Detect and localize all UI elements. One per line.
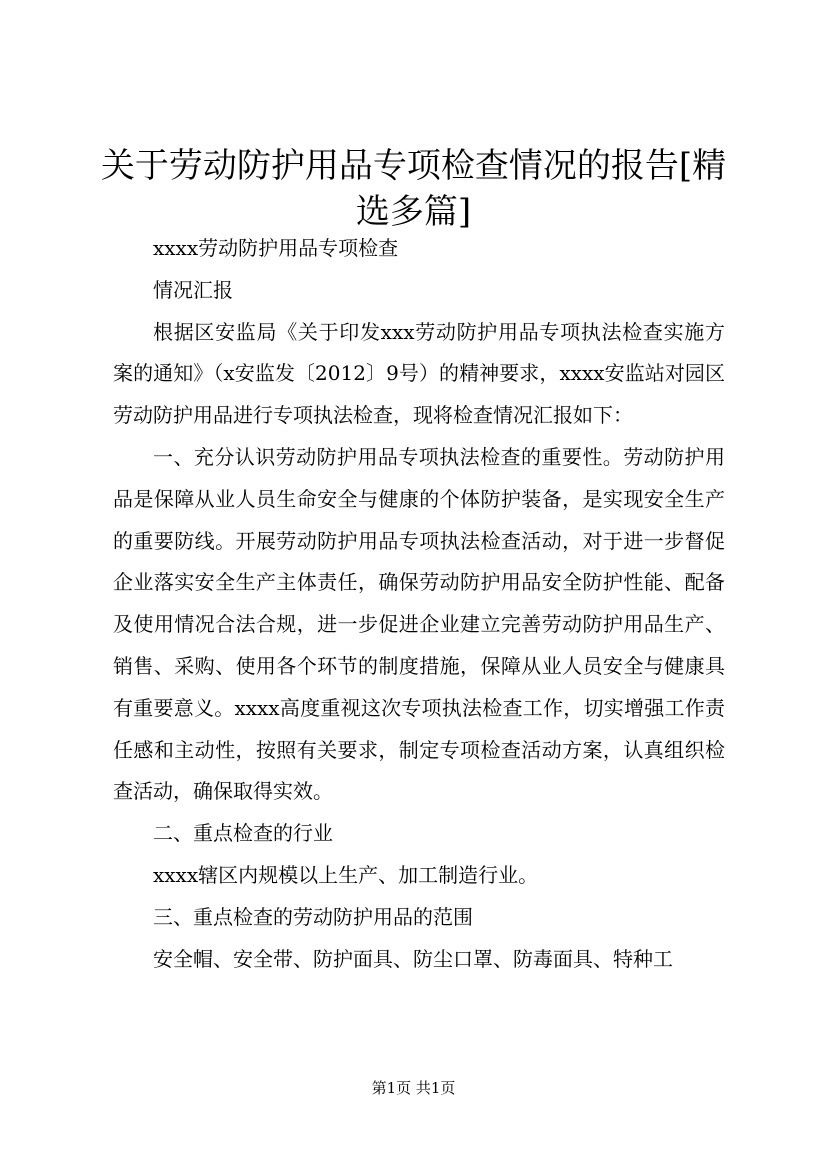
paragraph-subtitle-line1: xxxx劳动防护用品专项检查 [153, 236, 399, 260]
document-body [113, 228, 725, 980]
document-title: 关于劳动防护用品专项检查情况的报告[精选多篇] [100, 146, 727, 232]
paragraph-section-1: 一、充分认识劳动防护用品专项执法检查的重要性。劳动防护用品是保障从业人员生命安全与健康的个体防护装备，是实现安全生产的重要防线。开展劳动防护用品专项执法检查活动，对于进一步督促企业落实安全生产主体责任，确保劳动防护用品安全防护性能、配备及使用情况合法合规，进一步促进企业建立完善劳动防护用品生产、销售、采购、使用各个环节的制度措施，保障从业人员安全与健康具有重要意义。xxxx高度重视这次专项执法检查工作，切实增强工作责任感和主动性，按照有关要求，制定专项检查活动方案，认真组织检查活动，确保取得实效。 [113, 444, 725, 804]
heading-section-2: 二、重点检查的行业 [153, 821, 333, 846]
paragraph-section-2: xxxx辖区内规模以上生产、加工制造行业。 [153, 862, 539, 887]
heading-section-3: 三、重点检查的劳动防护用品的范围 [153, 904, 473, 929]
paragraph-intro: 根据区安监局《关于印发xxx劳动防护用品专项执法检查实施方案的通知》（x安监发〔2012〕9号）的精神要求，xxxx安监站对园区劳动防护用品进行专项执法检查，现将检查情况汇报如下： [113, 319, 725, 428]
paragraph-subtitle-line2: 情况汇报 [153, 277, 233, 302]
paragraph-section-3: 安全帽、安全带、防护面具、防尘口罩、防毒面具、特种工 [153, 946, 673, 971]
page-number-footer: 第1页 共1页 [371, 1079, 456, 1097]
